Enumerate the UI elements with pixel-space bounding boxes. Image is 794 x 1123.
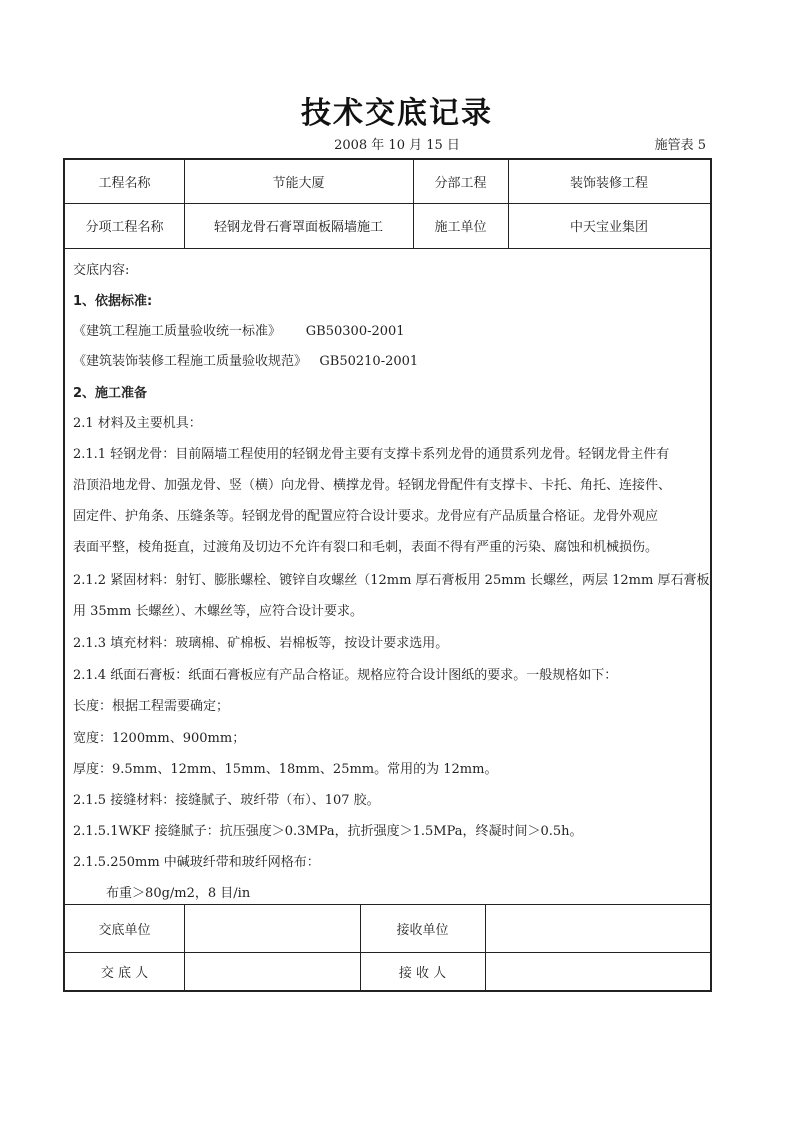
section-heading: 1、依据标准: xyxy=(73,294,153,309)
handover-person-label: 交 底 人 xyxy=(100,965,149,981)
content-line: 厚度：9.5mm、12mm、15mm、18mm、25mm。常用的为 12mm。 xyxy=(73,762,498,777)
content-line: 2.1.5.1WKF 接缝腻子：抗压强度＞0.3MPa，抗折强度＞1.5MPa，终凝时间＞0.5h。 xyxy=(73,824,583,839)
form-number: 施管表 5 xyxy=(654,138,706,153)
subitem-label: 分项工程名称 xyxy=(85,220,164,235)
receiver-field[interactable] xyxy=(485,952,710,990)
content-line: 固定件、护角条、压缝条等。轻钢龙骨的配置应符合设计要求。龙骨应有产品质量合格证。龙骨外观应 xyxy=(73,509,659,524)
content-heading: 交底内容: xyxy=(73,263,130,278)
content-line: 2.1.3 填充材料：玻璃棉、矿棉板、岩棉板等，按设计要求选用。 xyxy=(73,636,449,651)
content-line: 2.1.5.250mm 中碱玻纤带和玻纤网格布： xyxy=(73,855,320,870)
standard-item: 《建筑装饰装修工程施工质量验收规范》 GB50210-2001 xyxy=(73,354,419,369)
page-title: 技术交底记录 xyxy=(301,96,493,131)
receiver-label: 接 收 人 xyxy=(398,965,447,981)
row-divider xyxy=(65,248,710,249)
handover-unit-field[interactable] xyxy=(184,904,360,952)
record-date: 2008 年 10 月 15 日 xyxy=(334,138,460,153)
contractor-value: 中天宝业集团 xyxy=(569,220,648,235)
record-table xyxy=(63,158,712,992)
content-line: 布重＞80g/m2，8 目/in xyxy=(73,886,251,901)
subitem-value: 轻钢龙骨石膏罩面板隔墙施工 xyxy=(213,220,383,235)
content-line: 宽度：1200mm、900mm； xyxy=(73,731,246,746)
content-line: 2.1 材料及主要机具： xyxy=(73,416,202,431)
content-line: 2.1.1 轻钢龙骨：目前隔墙工程使用的轻钢龙骨主要有支撑卡系列龙骨的通贯系列龙骨。轻钢龙骨主件有 xyxy=(73,447,670,462)
section-heading: 2、施工准备 xyxy=(73,386,148,401)
receiving-unit-label: 接收单位 xyxy=(396,922,449,938)
contractor-label: 施工单位 xyxy=(434,220,487,235)
content-line: 2.1.5 接缝材料：接缝腻子、玻纤带（布）、107 胶。 xyxy=(73,793,380,808)
content-line: 长度：根据工程需要确定； xyxy=(73,699,230,714)
receiving-unit-field[interactable] xyxy=(485,904,710,952)
content-line: 2.1.4 纸面石膏板：纸面石膏板应有产品合格证。规格应符合设计图纸的要求。一般规格如下： xyxy=(73,668,618,683)
content-line: 表面平整，棱角挺直，过渡角及切边不允许有裂口和毛刺，表面不得有严重的污染、腐蚀和机械损伤。 xyxy=(73,540,659,555)
content-line: 用 35mm 长螺丝）、木螺丝等，应符合设计要求。 xyxy=(73,604,363,619)
content-line: 2.1.2 紧固材料：射钉、膨胀螺栓、镀锌自攻螺丝（12mm 厚石膏板用 25mm 长螺丝，两层 12mm 厚石膏板 xyxy=(73,573,710,588)
project-name-value: 节能大厦 xyxy=(272,176,325,191)
standard-item: 《建筑工程施工质量验收统一标准》 GB50300-2001 xyxy=(73,324,405,339)
division-value: 装饰装修工程 xyxy=(569,176,648,191)
division-label: 分部工程 xyxy=(434,176,487,191)
handover-unit-label: 交底单位 xyxy=(98,922,151,938)
project-name-label: 工程名称 xyxy=(98,176,151,191)
content-line: 沿顶沿地龙骨、加强龙骨、竖（横）向龙骨、横撑龙骨。轻钢龙骨配件有支撑卡、卡托、角托、连接件、 xyxy=(73,478,672,493)
handover-person-field[interactable] xyxy=(184,952,360,990)
